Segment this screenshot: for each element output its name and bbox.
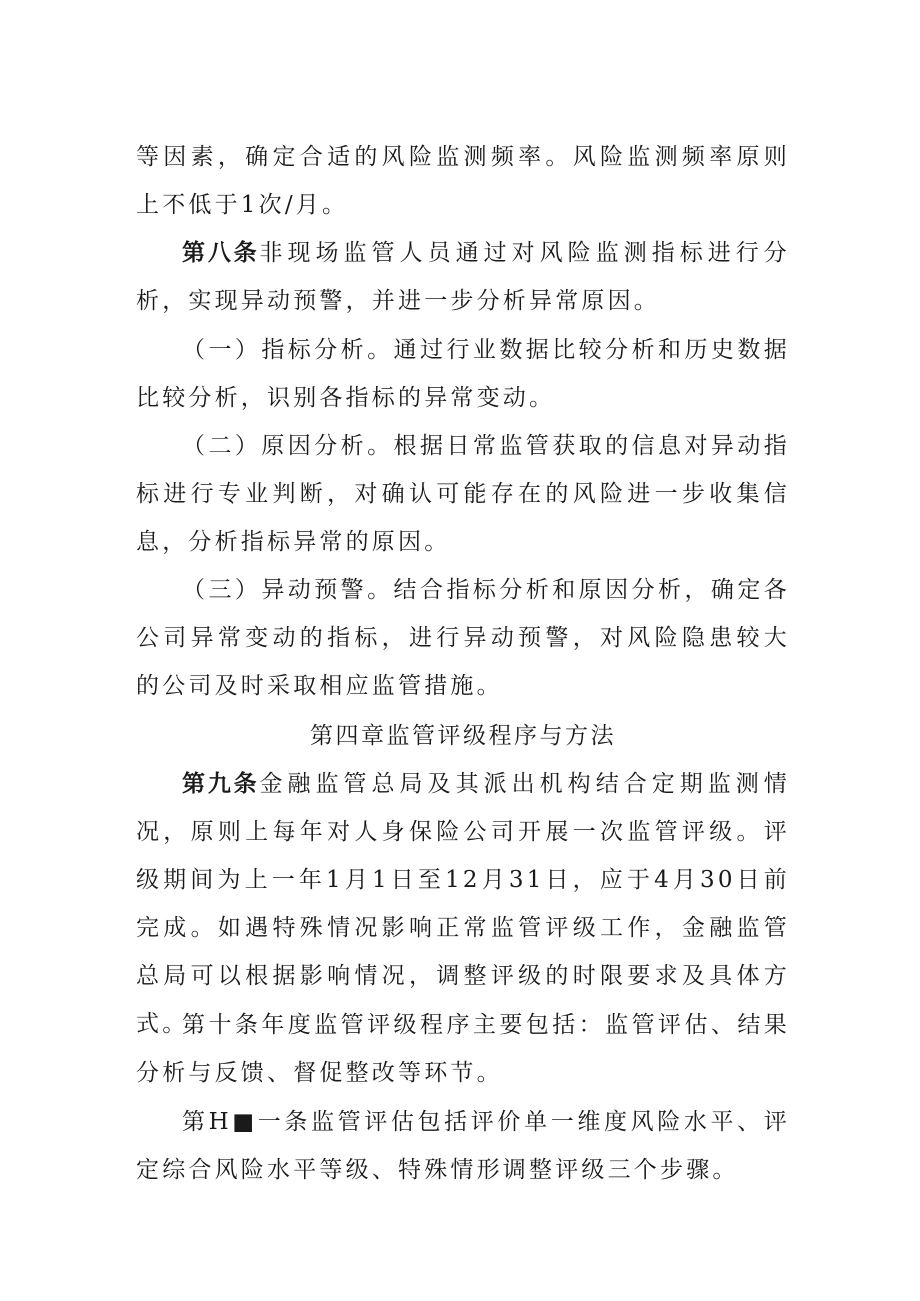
paragraph-text: （一）指标分析。通过行业数据比较分析和历史数据比较分析，识别各指标的异常变动。: [136, 337, 790, 411]
paragraph-text: 第十条年度监管评级程序主要包括：监管评估、结果分析与反馈、督促整改等环节。: [136, 1012, 790, 1086]
item-3-anomaly-warning: [136, 566, 790, 710]
article-8-lead: 第八条: [182, 240, 260, 266]
paragraph-text: 等因素，确定合适的风险监测频率。风险监测频率原则上不低于1次/月。: [136, 144, 790, 218]
article-10-paragraph: [136, 1001, 790, 1097]
item-1-indicator-analysis: [136, 326, 790, 422]
chapter-4-heading: 第四章监管评级程序与方法: [310, 723, 616, 749]
paragraph-text: （三）异动预警。结合指标分析和原因分析，确定各公司异常变动的指标，进行异动预警，对风险隐患较大的公司及时采取相应监管措施。: [136, 577, 790, 699]
article-11-paragraph: [136, 1098, 790, 1194]
article-8-paragraph: [136, 229, 790, 325]
article-9-lead: 第九条: [182, 771, 260, 797]
paragraph-text: 第H■一条监管评估包括评价单一维度风险水平、评定综合风险水平等级、特殊情形调整评级三个步骤。: [136, 1109, 790, 1183]
paragraph-risk-monitoring-frequency: [136, 133, 790, 229]
paragraph-text: 非现场监管人员通过对风险监测指标进行分析，实现异动预警，并进一步分析异常原因。: [136, 240, 791, 314]
paragraph-text: （二）原因分析。根据日常监管获取的信息对异动指标进行专业判断，对确认可能存在的风险进一步收集信息，分析指标异常的原因。: [136, 433, 790, 555]
item-2-cause-analysis: [136, 422, 790, 566]
paragraph-text: 金融监管总局及其派出机构结合定期监测情况，原则上每年对人身保险公司开展一次监管评级。评级期间为上一年1月1日至12月31日，应于4月30日前完成。如遇特殊情况影响正常监管评级工作，金融监管总局可以根据影响情况，调整评级的时限要求及具体方式。: [136, 771, 791, 1037]
